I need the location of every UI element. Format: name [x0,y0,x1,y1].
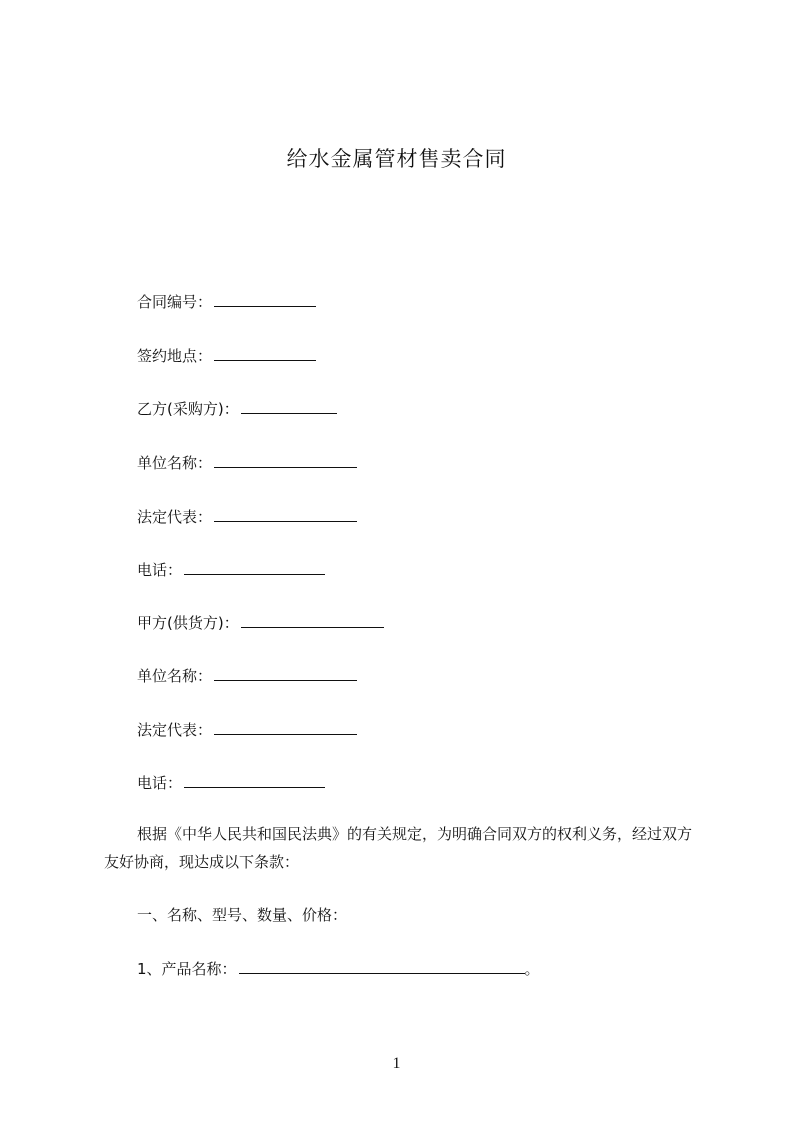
field-label: 签约地点： [137,347,213,365]
party-b-phone-field [137,560,325,580]
blank-line[interactable] [214,666,357,681]
section-heading: 一、名称、型号、数量、价格： [137,906,348,924]
party-a-phone-field [137,773,325,793]
field-label: 合同编号： [137,293,213,311]
blank-line[interactable] [241,613,384,628]
blank-line[interactable] [214,720,357,735]
party-b-representative-field [137,507,357,527]
blank-line[interactable] [214,507,357,522]
field-label: 甲方(供货方)： [137,614,239,632]
blank-line[interactable] [241,399,337,414]
field-label: 法定代表： [137,721,213,739]
party-b-company-field [137,453,357,473]
field-label: 电话： [137,774,183,792]
field-label: 法定代表： [137,508,213,526]
party-a-field [137,613,384,633]
blank-line[interactable] [214,453,357,468]
blank-line[interactable] [214,292,316,307]
party-a-company-field [137,666,357,686]
document-title: 给水金属管材售卖合同 [286,147,507,171]
field-label: 1、产品名称： [137,960,237,978]
field-label: 单位名称： [137,667,213,685]
blank-line[interactable] [184,773,325,788]
intro-paragraph: 根据《中华人民共和国民法典》的有关规定，为明确合同双方的权利义务，经过双方友好协商，现达成以下条款： [104,825,693,871]
page-number: 1 [392,1055,401,1072]
field-label: 单位名称： [137,454,213,472]
party-a-representative-field [137,720,357,740]
period-mark: 。 [524,960,540,978]
blank-line[interactable] [239,959,525,974]
party-b-field [137,399,337,419]
contract-number-field [137,292,316,312]
field-label: 乙方(采购方)： [137,400,239,418]
blank-line[interactable] [214,346,316,361]
field-label: 电话： [137,561,183,579]
product-name-field [137,959,540,979]
blank-line[interactable] [184,560,325,575]
signing-place-field [137,346,316,366]
